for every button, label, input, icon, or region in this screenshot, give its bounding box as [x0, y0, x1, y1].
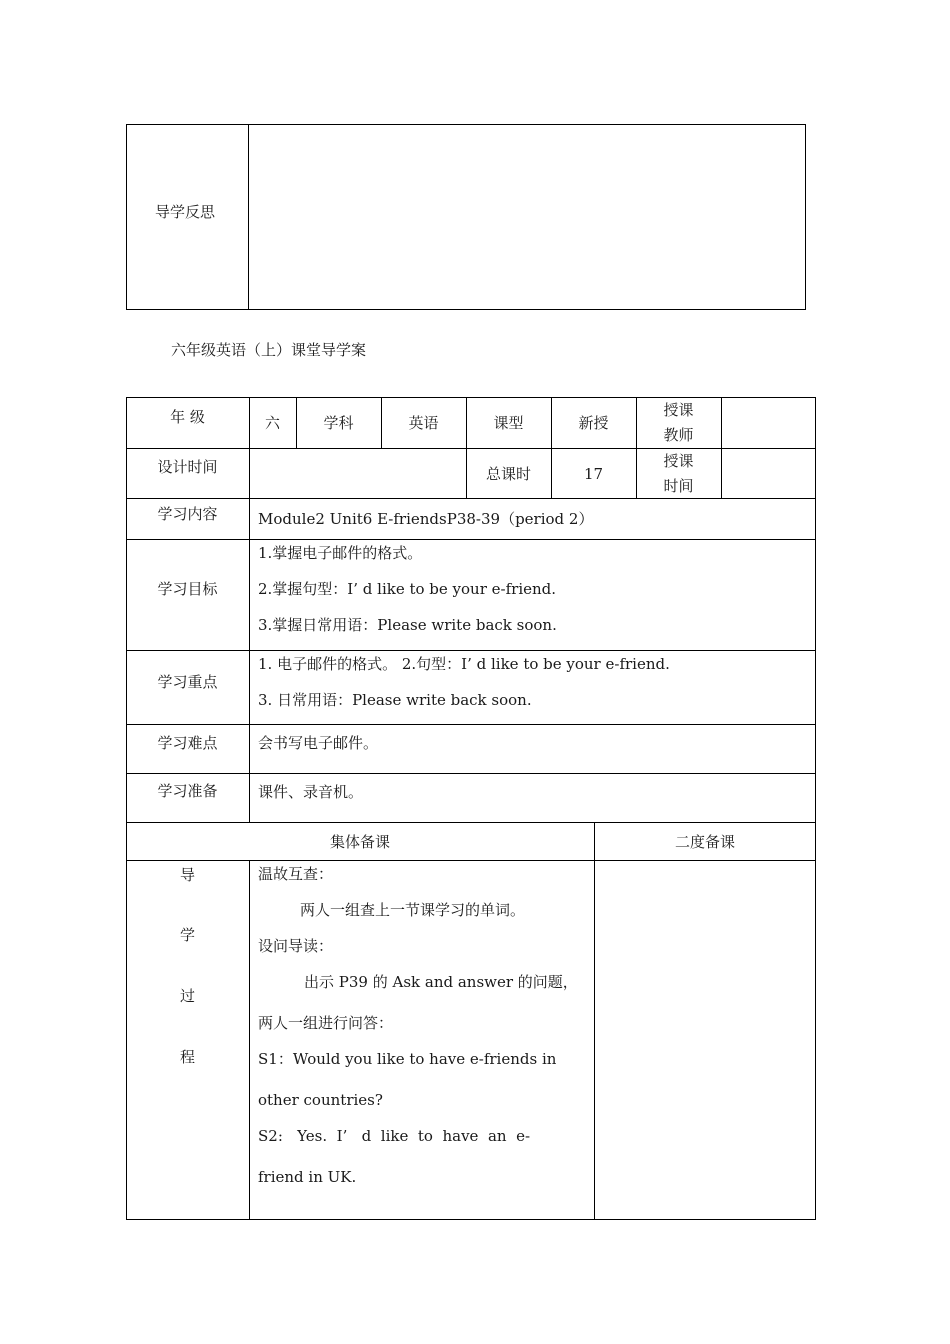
preparation-label: 学习准备 — [157, 782, 218, 800]
difficulties-label: 学习难点 — [157, 734, 218, 752]
goal-line: 3.掌握日常用语：Please write back soon. — [258, 616, 557, 634]
secondary-column-rule — [594, 822, 595, 1220]
process-line: S1：Would you like to have e-friends in — [258, 1050, 557, 1068]
process-line: 设问导读： — [258, 937, 334, 955]
process-line: other countries? — [258, 1091, 383, 1109]
row-rule — [126, 822, 816, 823]
process-line: 两人一组查上一节课学习的单词。 — [300, 901, 526, 919]
col-rule — [721, 397, 722, 498]
total-lessons-value: 17 — [583, 465, 604, 483]
grade-label: 年 级 — [170, 408, 205, 426]
class-time-label-line1: 授课 — [663, 452, 694, 470]
teacher-label-line1: 授课 — [663, 401, 694, 419]
key-points-label: 学习重点 — [157, 673, 218, 691]
process-label-char: 程 — [179, 1048, 195, 1066]
grade-value: 六 — [264, 414, 280, 432]
reflection-divider — [248, 124, 249, 310]
row-rule — [126, 650, 816, 651]
process-line: friend in UK. — [258, 1168, 357, 1186]
reflection-label: 导学反思 — [155, 203, 216, 221]
row-rule — [126, 773, 816, 774]
subject-label: 学科 — [323, 414, 354, 432]
label-column-rule — [249, 397, 250, 822]
process-line: 出示 P39 的 Ask and answer 的问题， — [304, 973, 578, 991]
process-label-char: 过 — [179, 987, 195, 1005]
content-label: 学习内容 — [157, 505, 218, 523]
label-column-rule — [249, 860, 250, 1220]
preparation-value: 课件、录音机。 — [258, 783, 364, 801]
goal-line: 1.掌握电子邮件的格式。 — [258, 544, 423, 562]
secondary-prep-header: 二度备课 — [674, 833, 735, 851]
row-rule — [126, 498, 816, 499]
process-label-char: 学 — [179, 926, 195, 944]
key-point-line: 3. 日常用语：Please write back soon. — [258, 691, 532, 709]
process-line: 两人一组进行问答： — [258, 1014, 394, 1032]
class-time-label-line2: 时间 — [663, 477, 694, 495]
teacher-label-line2: 教师 — [663, 426, 694, 444]
reflection-table — [126, 124, 806, 310]
difficulties-value: 会书写电子邮件。 — [258, 734, 379, 752]
goal-line: 2.掌握句型：I’ d like to be your e-friend. — [258, 580, 557, 598]
key-point-line: 1. 电子邮件的格式。 2.句型：I’ d like to be your e-friend. — [258, 655, 670, 673]
lesson-type-label: 课型 — [493, 414, 524, 432]
goals-label: 学习目标 — [157, 580, 218, 598]
row-rule — [126, 539, 816, 540]
subject-value: 英语 — [408, 414, 439, 432]
lesson-type-value: 新授 — [578, 414, 609, 432]
total-lessons-label: 总课时 — [485, 465, 531, 483]
process-label-char: 导 — [179, 866, 195, 884]
process-line: 温故互查： — [258, 865, 334, 883]
collective-prep-header: 集体备课 — [329, 833, 390, 851]
process-line: S2: Yes. I’ d like to have an e- — [258, 1127, 531, 1145]
content-value: Module2 Unit6 E-friendsP38-39（period 2） — [258, 510, 594, 528]
doc-title: 六年级英语（上）课堂导学案 — [171, 341, 367, 359]
row-rule — [126, 860, 816, 861]
row-rule — [126, 448, 816, 449]
row-rule — [126, 724, 816, 725]
design-time-label: 设计时间 — [157, 458, 218, 476]
